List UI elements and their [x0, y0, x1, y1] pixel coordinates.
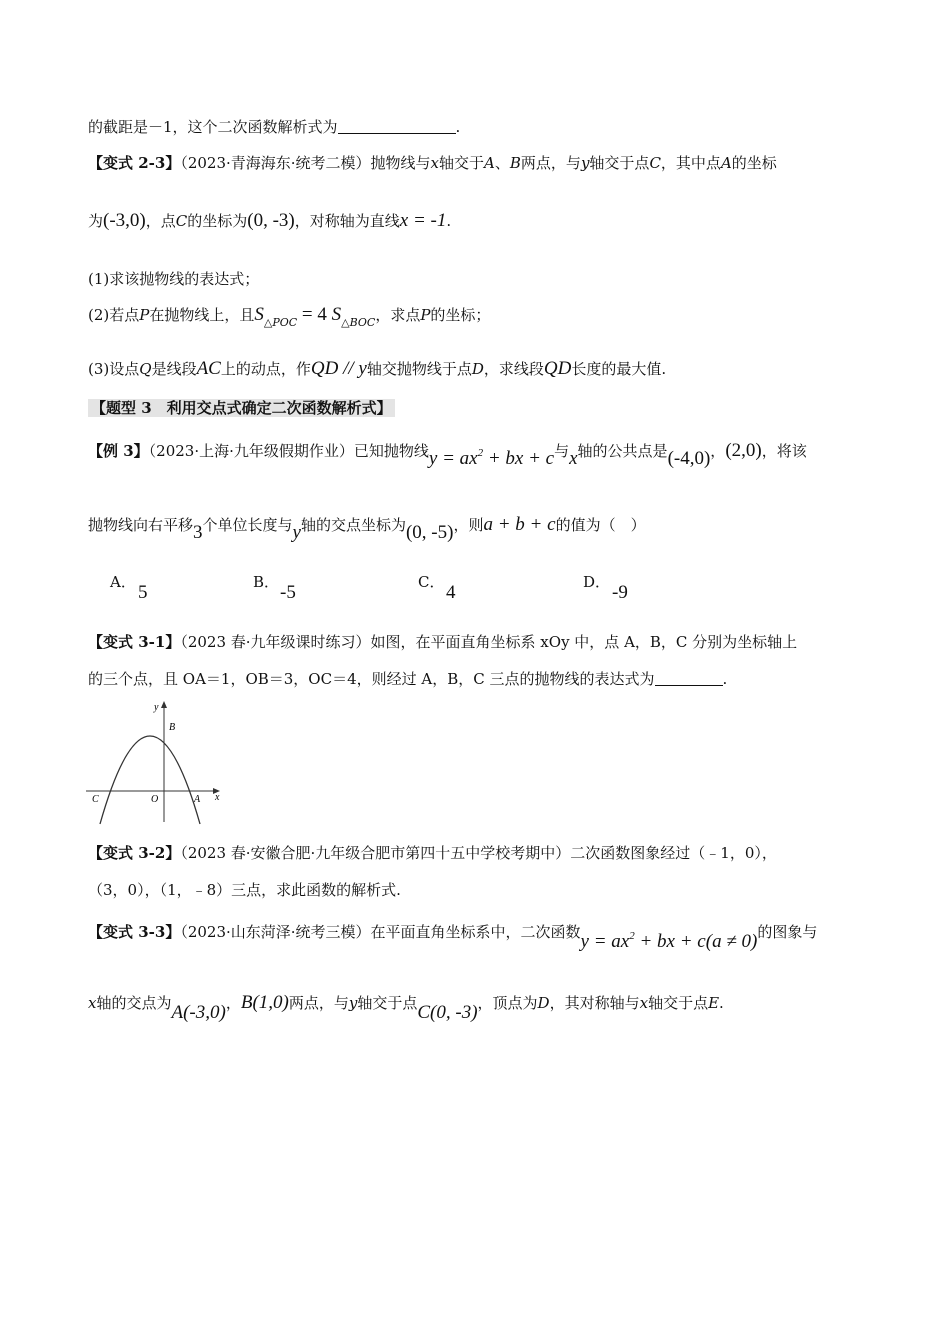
- text: 的值为（ ）: [555, 516, 646, 534]
- variant-2-3-line2: [88, 210, 451, 232]
- coord-C: (0, -3): [247, 210, 295, 231]
- option-a-label[interactable]: A．: [110, 573, 136, 591]
- option-b-value: -5: [280, 582, 296, 603]
- text: 上的动点，作: [220, 360, 311, 378]
- text: （2023 春·安徽合肥·九年级合肥市第四十五中学校考期中）二次函数图象经过（﹣1，0），: [180, 844, 777, 862]
- var-A: A: [720, 154, 732, 172]
- x-axis-label: x: [215, 792, 220, 803]
- text: 轴的公共点是: [577, 442, 668, 460]
- text: （3，0），（1，﹣8）三点，求此函数的解析式.: [88, 881, 401, 899]
- question-1: [88, 268, 259, 290]
- variant-3-3-line2: [88, 992, 724, 1023]
- intercept-point: (0, -5): [405, 522, 454, 543]
- section-title: [88, 397, 395, 419]
- var-E: E: [708, 994, 720, 1012]
- subscript: △BOC: [341, 316, 376, 329]
- parabola-graph: [84, 700, 229, 825]
- text: ，则: [453, 516, 484, 534]
- text: (2)若点: [88, 306, 140, 324]
- period: .: [455, 118, 461, 136]
- variant-3-1-line1: [88, 631, 797, 653]
- variant-2-3-line1: [88, 152, 777, 174]
- text: 的图象与: [757, 923, 818, 941]
- text: 与: [554, 442, 570, 460]
- text: 的坐标: [731, 154, 777, 172]
- point-B: B(1,0): [240, 992, 289, 1013]
- text: 的坐标为: [187, 212, 248, 230]
- text: 轴交于点: [648, 994, 709, 1012]
- var-P: P: [139, 306, 150, 324]
- variant-3-1-line2: [88, 668, 727, 690]
- subscript: △POC: [263, 316, 298, 329]
- sum-expr: a + b + c: [483, 514, 556, 535]
- point-1: (-4,0): [667, 448, 711, 469]
- quadratic-equation: $y = ax^2$ + bx + c(a ≠ 0): [580, 930, 758, 952]
- text: 轴交于点: [589, 154, 650, 172]
- text: 两点，与: [288, 994, 349, 1012]
- text: 、: [494, 154, 510, 172]
- parabola-equation: $y = ax^2$ + bx + c: [428, 447, 555, 469]
- intercept-text: 的截距是－1，这个二次函数解析式为: [88, 118, 338, 136]
- var-D: D: [537, 994, 550, 1012]
- period: .: [719, 994, 724, 1012]
- point-A-label: A: [194, 794, 201, 805]
- text: (3)设点: [88, 360, 140, 378]
- var-P: P: [420, 306, 431, 324]
- var-Q: Q: [139, 360, 152, 378]
- intercept-line: [88, 116, 460, 138]
- y-axis-arrow: [161, 701, 167, 708]
- text: ，求点: [375, 306, 421, 324]
- example-3-line2: [88, 514, 646, 543]
- var-D: D: [471, 360, 484, 378]
- point-A: A(-3,0): [171, 1002, 226, 1023]
- question-3: [88, 358, 666, 380]
- option-b-label[interactable]: B．: [253, 573, 280, 591]
- option-d-label[interactable]: D．: [583, 573, 611, 591]
- period: .: [446, 212, 452, 230]
- text: 的三个点，且 OA＝1，OB＝3，OC＝4，则经过 A，B，C 三点的抛物线的表达式为: [88, 670, 655, 688]
- text: ，求线段: [483, 360, 544, 378]
- point-C: C(0, -3): [417, 1002, 478, 1023]
- point-2: (2,0): [725, 440, 762, 461]
- variant-3-2-line2: [88, 879, 401, 901]
- var-x: x: [639, 994, 649, 1012]
- example-3-line1: [88, 434, 807, 469]
- text: 轴的交点为: [96, 994, 172, 1012]
- shift-amount: 3: [193, 522, 203, 543]
- text: （2023·上海·九年级假期作业）已知抛物线: [148, 442, 429, 460]
- var-x: x: [88, 994, 97, 1012]
- text: ，其对称轴与: [549, 994, 640, 1012]
- text: ，: [225, 994, 241, 1012]
- text: 轴的交点坐标为: [300, 516, 406, 534]
- variant-tag: 【变式 3-2】: [88, 844, 181, 862]
- text: ，顶点为: [477, 994, 538, 1012]
- option-a-value: 5: [138, 582, 148, 603]
- text: (1)求该抛物线的表达式；: [88, 270, 260, 288]
- variant-3-2-line1: [88, 842, 777, 864]
- text: 在抛物线上，且: [149, 306, 255, 324]
- option-d-value: -9: [612, 582, 628, 603]
- text: ，: [710, 442, 726, 460]
- text: 两点，与: [520, 154, 581, 172]
- area-symbol: S: [254, 304, 264, 325]
- text: 是线段: [151, 360, 197, 378]
- text: ，其中点: [660, 154, 721, 172]
- var-B: B: [509, 154, 521, 172]
- text: 的坐标；: [430, 306, 491, 324]
- variant-tag: 【变式 2-3】: [88, 154, 181, 172]
- variant-tag: 【变式 3-3】: [88, 923, 181, 941]
- period: .: [722, 670, 728, 688]
- var-C: C: [175, 212, 188, 230]
- y-axis-label: y: [154, 702, 159, 713]
- text: ，对称轴为直线: [294, 212, 400, 230]
- section-title-text: 【题型 3 利用交点式确定二次函数解析式】: [88, 399, 395, 417]
- question-2: [88, 304, 490, 334]
- axis-equation: x = -1: [399, 210, 447, 231]
- text: （2023 春·九年级课时练习）如图，在平面直角坐标系 xOy 中，点 A，B，C 分别为坐标轴上: [180, 633, 798, 651]
- var-A: A: [484, 154, 495, 172]
- text: 个单位长度与: [202, 516, 293, 534]
- var-y: y: [292, 522, 301, 543]
- parabola-curve: [100, 736, 200, 824]
- var-y: y: [580, 154, 590, 172]
- variant-3-3-line1: [88, 915, 818, 952]
- text: 轴交抛物线于点: [366, 360, 472, 378]
- text: 轴交于: [439, 154, 485, 172]
- point-C-label: C: [92, 794, 99, 805]
- example-tag: 【例 3】: [88, 442, 149, 460]
- answer-blank: [655, 669, 723, 686]
- parallel-expr: QD // y: [310, 358, 367, 379]
- segment-AC: AC: [196, 358, 221, 379]
- text: 轴交于点: [357, 994, 418, 1012]
- equals-four: = 4: [297, 304, 332, 325]
- text: 抛物线向右平移: [88, 516, 194, 534]
- text: ，点: [145, 212, 176, 230]
- text: 为: [88, 212, 104, 230]
- coord-A: (-3,0): [103, 210, 146, 231]
- variant-tag: 【变式 3-1】: [88, 633, 181, 651]
- point-B-label: B: [169, 722, 176, 733]
- var-x: x: [569, 448, 578, 469]
- text: （2023·山东菏泽·统考三模）在平面直角坐标系中，二次函数: [180, 923, 581, 941]
- option-c-label[interactable]: C．: [418, 573, 445, 591]
- var-x: x: [430, 154, 440, 172]
- text: ，将该: [761, 442, 807, 460]
- origin-label: O: [151, 794, 159, 805]
- var-C: C: [649, 154, 661, 172]
- area-symbol: S: [331, 304, 342, 325]
- answer-blank: [338, 117, 456, 134]
- option-c-value: 4: [446, 582, 456, 603]
- text: 长度的最大值.: [571, 360, 667, 378]
- var-y: y: [348, 994, 358, 1012]
- segment-QD: QD: [543, 358, 572, 379]
- source-text: （2023·青海海东·统考二模）抛物线与: [180, 154, 431, 172]
